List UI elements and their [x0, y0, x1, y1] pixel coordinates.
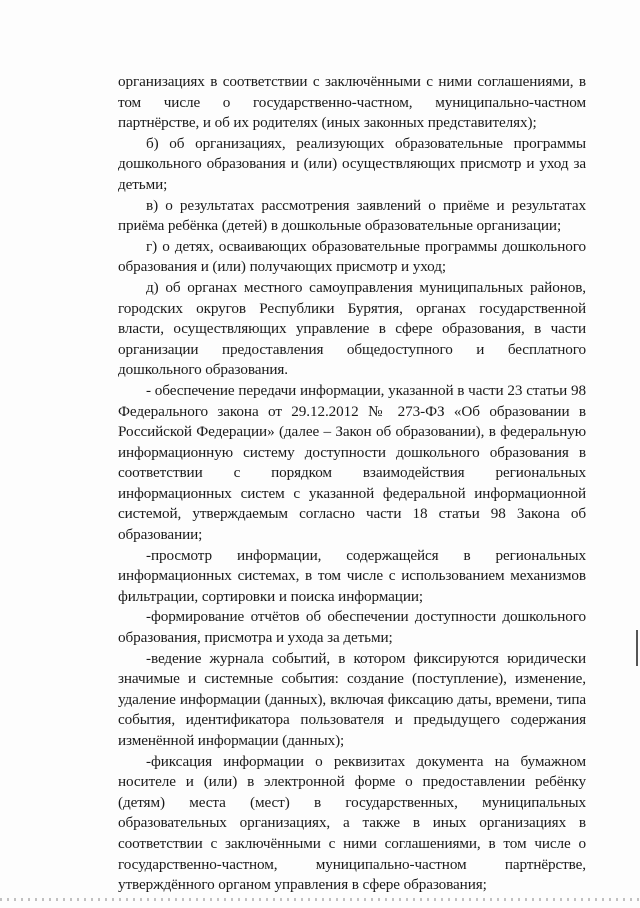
- paragraph-item-g: г) о детях, осваивающих образовательные программы дошкольного образования и (или) получающих присмотр и уход;: [118, 237, 586, 276]
- paragraph-item-b: б) об организациях, реализующих образовательные программы дошкольного образования и (или) осуществляющих присмотр и уход за детьми;: [118, 134, 586, 193]
- paragraph-item-v: в) о результатах рассмотрения заявлений о приёме и результатах приёма ребёнка (детей) в дошкольные образовательные организации;: [118, 196, 586, 235]
- paragraph-data-transfer: - обеспечение передачи информации, указанной в части 23 статьи 98 Федерального закона от 29.12.2012 № 273-ФЗ «Об образовании в Российской Федерации» (далее – Закон об образовании), в федеральную информационную систему доступности дошкольного образования в соответствии с порядком взаимодействия региональных информационных систем с указанной федеральной информационной системой, утверждаемым согласно части 18 статьи 98 Закона об образовании;: [118, 381, 586, 544]
- paragraph-viewing: -просмотр информации, содержащейся в региональных информационных системах, в том числе с использованием механизмов фильтрации, сортировки и поиска информации;: [118, 546, 586, 605]
- paragraph-document-details: -фиксация информации о реквизитах документа на бумажном носителе и (или) в электронной форме о предоставлении ребёнку (детям) места (мест) в государственных, муниципальных образовательных организациях, а также в иных организациях в соответствии с заключёнными с ними соглашениями, в том числе о государственно-частном, муниципально-частном партнёрстве, утверждённого органом управления в сфере образования;: [118, 752, 586, 894]
- scan-edge-mark: [636, 630, 638, 666]
- paragraph-continuation: организациях в соответствии с заключёнными с ними соглашениями, в том числе о государственно-частном, муниципально-частном партнёрстве, и об их родителях (иных законных представителях);: [118, 73, 586, 132]
- paragraph-item-d: д) об органах местного самоуправления муниципальных районов, городских округов Республики Бурятия, органах государственной власти, осуществляющих управление в сфере образования, в части организации предоставления общедоступного и бесплатного дошкольного образования.: [118, 278, 586, 379]
- scan-bottom-noise: [0, 898, 640, 901]
- paragraph-event-log: -ведение журнала событий, в котором фиксируются юридически значимые и системные события: создание (поступление), изменение, удаление информации (данных), включая фиксацию даты, времени, типа события, идентификатора пользователя и предыдущего содержания изменённой информации (данных);: [118, 649, 586, 749]
- document-body: [118, 72, 586, 896]
- paragraph-reports: -формирование отчётов об обеспечении доступности дошкольного образования, присмотра и ухода за детьми;: [118, 608, 586, 647]
